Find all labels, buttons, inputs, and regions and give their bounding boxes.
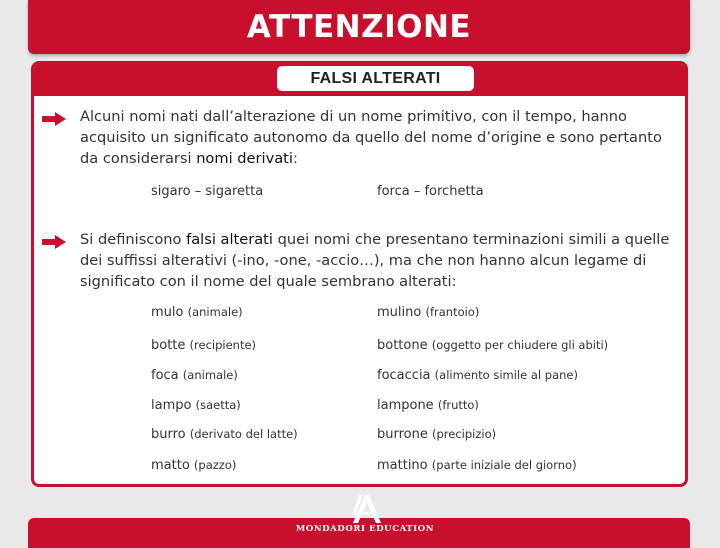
- pair-5-left: [151, 427, 298, 442]
- logo-text: MONDADORI EDUCATION: [295, 524, 435, 534]
- paragraph-1: [80, 106, 680, 169]
- pair-word: mattino: [377, 458, 428, 473]
- pair-word: burro: [151, 427, 186, 442]
- pair-1-right: [377, 305, 479, 320]
- pair-note: (recipiente): [189, 338, 257, 352]
- content-card: [31, 61, 688, 487]
- card-header: [34, 64, 685, 96]
- pair-word: focaccia: [377, 368, 431, 383]
- arrow-right-icon: [42, 112, 66, 126]
- title-bar: [28, 0, 690, 54]
- pair-word: botte: [151, 338, 186, 353]
- pair-word: mulo: [151, 305, 184, 320]
- pair-note: (parte iniziale del giorno): [431, 458, 577, 472]
- pair-note: (frutto): [437, 398, 479, 412]
- pair-note: (animale): [187, 305, 243, 319]
- pair-3-right: [377, 368, 578, 383]
- pair-word: burrone: [377, 427, 428, 442]
- paragraph-2-text: Si definiscono: [80, 231, 187, 248]
- pair-note: (pazzo): [193, 458, 237, 472]
- pair-6-left: [151, 458, 236, 473]
- pair-note: (alimento simile al pane): [434, 368, 578, 382]
- pair-word: mulino: [377, 305, 422, 320]
- pair-2-right: [377, 338, 608, 353]
- pair-word: lampo: [151, 398, 192, 413]
- example-1-left: sigaro – sigaretta: [151, 184, 264, 199]
- mondadori-logo-icon: [345, 495, 385, 523]
- paragraph-2: [80, 229, 680, 292]
- pair-note: (animale): [182, 368, 238, 382]
- pair-word: bottone: [377, 338, 428, 353]
- arrow-right-icon: [42, 235, 66, 249]
- pair-note: (precipizio): [432, 427, 497, 441]
- pair-word: foca: [151, 368, 179, 383]
- pair-note: (derivato del latte): [189, 427, 298, 441]
- subtitle-box: [277, 66, 474, 91]
- paragraph-1-tail: :: [292, 150, 298, 167]
- page-title: ATTENZIONE: [246, 9, 472, 45]
- paragraph-2-tail: quei nomi che presentano terminazioni simili a quelle dei suffissi alterativi (-ino, -one, -accio…), ma che non hanno alcun legame di significato con il nome del quale sembrano alterati:: [80, 231, 670, 290]
- pair-3-left: [151, 368, 238, 383]
- paragraph-1-emphasis: nomi derivati: [196, 150, 293, 167]
- pair-5-right: [377, 427, 496, 442]
- footer-logo: [280, 495, 450, 540]
- pair-2-left: [151, 338, 256, 353]
- pair-note: (oggetto per chiudere gli abiti): [431, 338, 609, 352]
- pair-6-right: [377, 458, 577, 473]
- pair-1-left: [151, 305, 243, 320]
- card-subtitle: FALSI ALTERATI: [310, 69, 441, 87]
- example-1-right: forca – forchetta: [377, 184, 484, 199]
- pair-word: matto: [151, 458, 190, 473]
- pair-word: lampone: [377, 398, 434, 413]
- pair-4-left: [151, 398, 241, 413]
- paragraph-2-emphasis: falsi alterati: [186, 231, 273, 248]
- pair-note: (saetta): [195, 398, 241, 412]
- pair-4-right: [377, 398, 479, 413]
- paragraph-1-text: Alcuni nomi nati dall’alterazione di un nome primitivo, con il tempo, hanno acquisito un significato autonomo da quello del nome d’origine e sono pertanto da considerarsi: [80, 108, 662, 167]
- pair-note: (frantoio): [425, 305, 480, 319]
